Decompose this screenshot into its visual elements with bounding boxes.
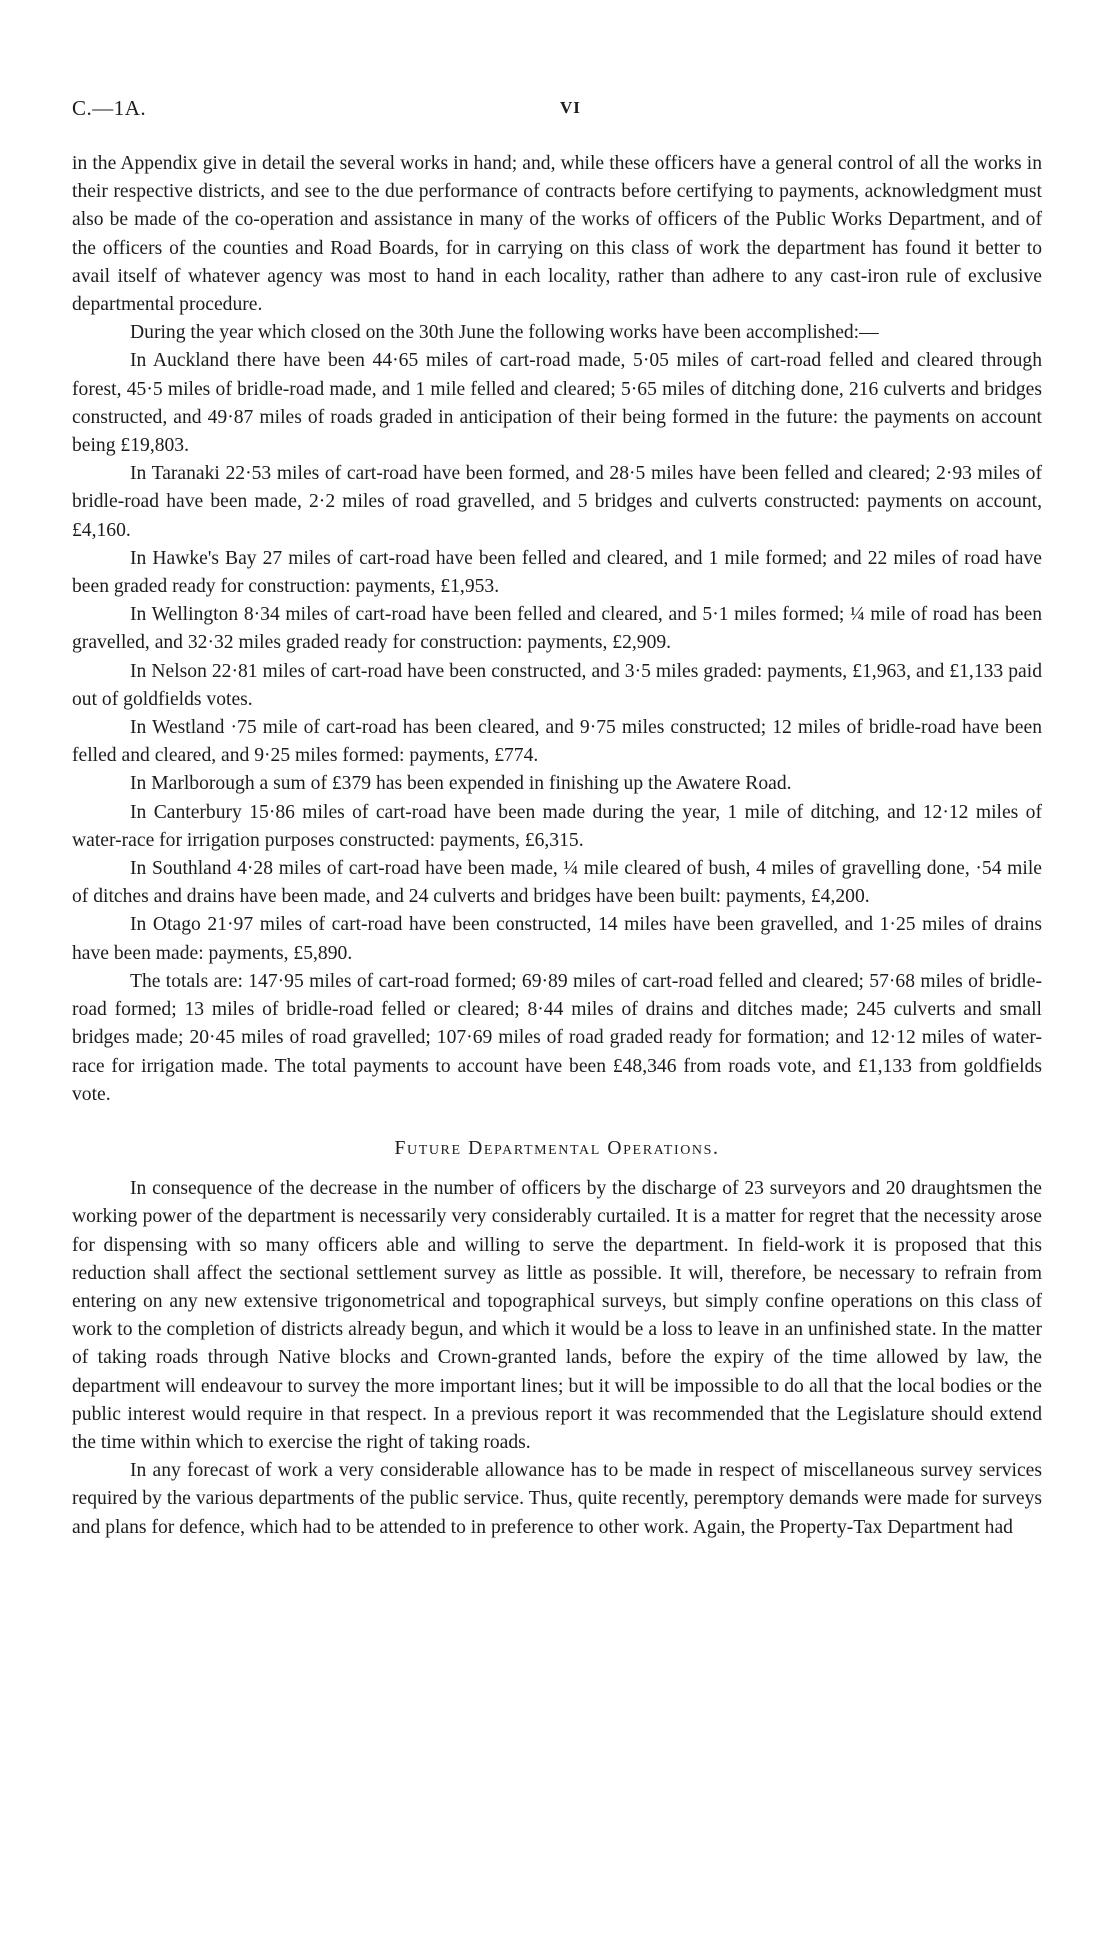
- paragraph-works-intro: During the year which closed on the 30th June the following works have been accomplished:—: [130, 322, 879, 344]
- paragraph-wellington: In Wellington 8·34 miles of cart-road have been felled and cleared, and 5·1 miles formed; ¼ mile of road has been gravelled, and 32·32 miles graded ready for construction: payments, £2,909.: [72, 604, 1042, 654]
- paragraph-auckland: In Auckland there have been 44·65 miles of cart-road made, 5·05 miles of cart-road felled and cleared through forest, 45·5 miles of bridle-road made, and 1 mile felled and cleared; 5·65 miles of ditching done, 216 culverts and bridges constructed, and 49·87 miles of roads graded in anticipation of their being formed in the future: the payments on account being £19,803.: [72, 350, 1042, 457]
- paragraph-marlborough: In Marlborough a sum of £379 has been expended in finishing up the Awatere Road.: [130, 773, 792, 795]
- page-header: [72, 96, 1042, 122]
- document-reference: C.—1A.: [72, 96, 147, 120]
- paragraph-totals: The totals are: 147·95 miles of cart-road formed; 69·89 miles of cart-road felled and cleared; 57·68 miles of bridle-road formed; 13 miles of bridle-road felled or cleared; 8·44 miles of drains and ditches made; 245 culverts and small bridges made; 20·45 miles of road gravelled; 107·69 miles of road graded ready for formation; and 12·12 miles of water-race for irrigation made. The total payments to account have been £48,346 from roads vote, and £1,133 from goldfields vote.: [72, 970, 1042, 1105]
- paragraph-taranaki: In Taranaki 22·53 miles of cart-road have been formed, and 28·5 miles have been felled and cleared; 2·93 miles of bridle-road have been made, 2·2 miles of road gravelled, and 5 bridges and culverts constructed: payments on account, £4,160.: [72, 463, 1042, 541]
- paragraph-southland: In Southland 4·28 miles of cart-road have been made, ¼ mile cleared of bush, 4 miles of gravelling done, ·54 mile of ditches and drains have been made, and 24 culverts and bridges have been built: payments, £4,200.: [72, 858, 1042, 908]
- paragraph-canterbury: In Canterbury 15·86 miles of cart-road have been made during the year, 1 mile of ditching, and 12·12 miles of water-race for irrigation purposes constructed: payments, £6,315.: [72, 801, 1042, 851]
- section-heading: Future Departmental Operations.: [394, 1137, 720, 1159]
- paragraph-nelson: In Nelson 22·81 miles of cart-road have been constructed, and 3·5 miles graded: payments, £1,963, and £1,133 paid out of goldfields votes.: [72, 660, 1042, 710]
- paragraph-westland: In Westland ·75 mile of cart-road has been cleared, and 9·75 miles constructed; 12 miles of bridle-road have been felled and cleared, and 9·25 miles formed: payments, £774.: [72, 717, 1042, 767]
- paragraph-staff-reduction: In consequence of the decrease in the number of officers by the discharge of 23 surveyors and 20 draughtsmen the working power of the department is necessarily very considerably curtailed. It is a matter for regret that the necessity arose for dispensing with so many officers able and willing to serve the department. In field-work it is proposed that this reduction shall affect the sectional settlement survey as little as possible. It will, therefore, be necessary to refrain from entering on any new extensive trigonometrical and topographical surveys, but simply confine operations on this class of work to the completion of districts already begun, and which it would be a loss to leave in an unfinished state. In the matter of taking roads through Native blocks and Crown-granted lands, before the expiry of the time allowed by law, the department will endeavour to survey the more important lines; but it will be impossible to do all that the local bodies or the public interest would require in that respect. In a previous report it was recommended that the Legislature should extend the time within which to exercise the right of taking roads.: [72, 1178, 1042, 1453]
- paragraph-miscellaneous-services: In any forecast of work a very considerable allowance has to be made in respect of miscellaneous survey services required by the various departments of the public service. Thus, quite recently, peremptory demands were made for surveys and plans for defence, which had to be attended to in preference to other work. Again, the Property-Tax Department had: [72, 1460, 1042, 1538]
- paragraph-otago: In Otago 21·97 miles of cart-road have been constructed, 14 miles have been gravelled, and 1·25 miles of drains have been made: payments, £5,890.: [72, 914, 1042, 964]
- page-body: [72, 150, 1042, 1542]
- paragraph-appendix-continuation: in the Appendix give in detail the several works in hand; and, while these officers have a general control of all the works in their respective districts, and see to the due performance of contracts before certifying to payments, acknowledgment must also be made of the co-operation and assistance in many of the works of officers of the Public Works Department, and of the officers of the counties and Road Boards, for in carrying on this class of work the department has found it better to avail itself of whatever agency was most to hand in each locality, rather than adhere to any cast-iron rule of exclusive departmental procedure.: [72, 153, 1042, 316]
- paragraph-hawkes-bay: In Hawke's Bay 27 miles of cart-road have been felled and cleared, and 1 mile formed; and 22 miles of road have been graded ready for construction: payments, £1,953.: [72, 547, 1042, 598]
- page-number: VI: [560, 98, 581, 117]
